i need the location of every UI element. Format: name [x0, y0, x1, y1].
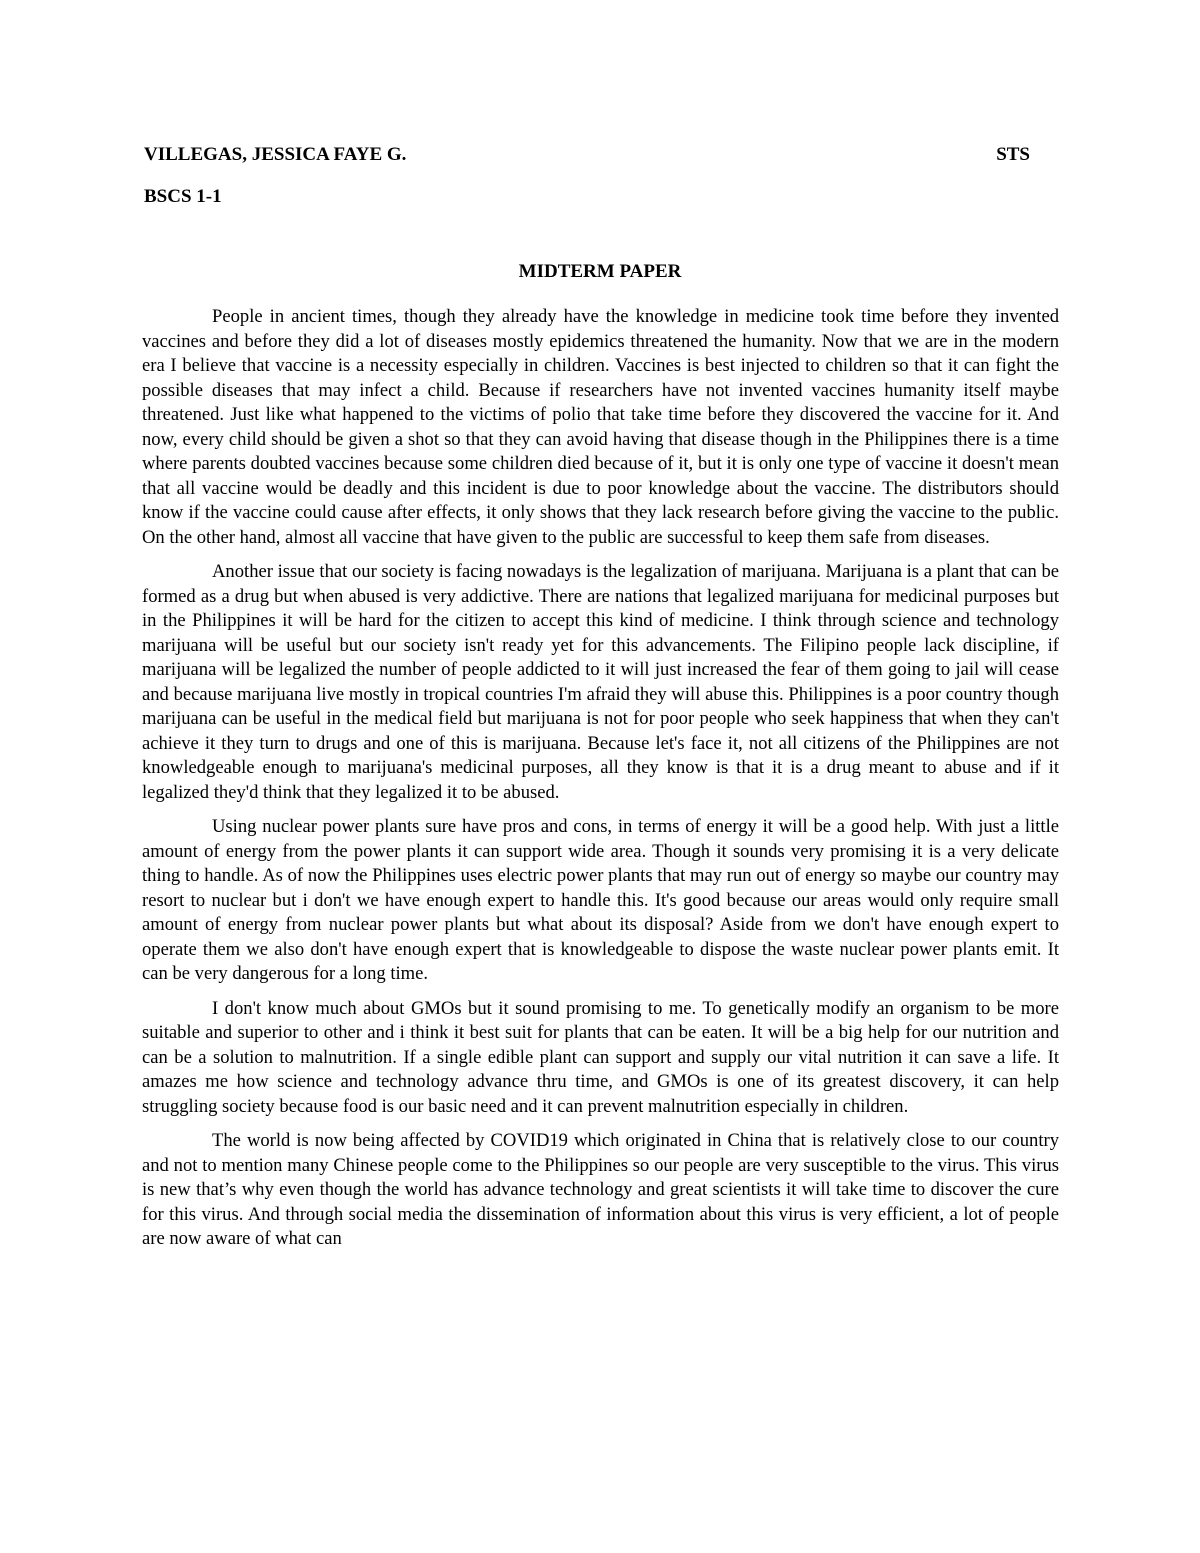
- student-section: BSCS 1-1: [144, 186, 222, 207]
- header-row: [144, 143, 1030, 167]
- paragraph-vaccines: People in ancient times, though they already have the knowledge in medicine took time before they invented vaccines and before they did a lot of diseases mostly epidemics threatened the humanity. Now that we are in the modern era I believe that vaccine is a necessity especially in children. Vaccines is best injected to children so that it can fight the possible diseases that may infect a child. Because if researchers have not invented vaccines humanity itself maybe threatened. Just like what happened to the victims of polio that take time before they discovered the vaccine for it. And now, every child should be given a shot so that they can avoid having that disease though in the Philippines there is a time where parents doubted vaccines because some children died because of it, but it is only one type of vaccine it doesn't mean that all vaccine would be deadly and this incident is due to poor knowledge about the vaccine. The distributors should know if the vaccine could cause after effects, it only shows that they lack research before giving the vaccine to the public. On the other hand, almost all vaccine that have given to the public are successful to keep them safe from diseases.: [142, 306, 1059, 548]
- section-row: [144, 185, 1030, 209]
- student-name: VILLEGAS, JESSICA FAYE G.: [144, 144, 407, 165]
- subject-label: STS: [996, 144, 1030, 165]
- paragraph-covid19: The world is now being affected by COVID19 which originated in China that is relatively close to our country and not to mention many Chinese people come to the Philippines so our people are very susceptible to the virus. This virus is new that’s why even though the world has advance technology and great scientists it will take time to discover the cure for this virus. And through social media the dissemination of information about this virus is very efficient, a lot of people are now aware of what can: [142, 1130, 1059, 1249]
- paper-body: [142, 305, 1059, 1262]
- paragraph-nuclear-power: Using nuclear power plants sure have pros and cons, in terms of energy it will be a good help. With just a little amount of energy from the power plants it can support wide area. Though it sounds very promising it is a very delicate thing to handle. As of now the Philippines uses electric power plants that may run out of energy so maybe our country may resort to nuclear but i don't we have enough expert to handle this. It's good because our areas would only require small amount of energy from nuclear power plants but what about its disposal? Aside from we don't have enough expert to operate them we also don't have enough expert that is knowledgeable to dispose the waste nuclear power plants emit. It can be very dangerous for a long time.: [142, 816, 1059, 984]
- paragraph-marijuana: Another issue that our society is facing nowadays is the legalization of marijuana. Marijuana is a plant that can be formed as a drug but when abused is very addictive. There are nations that legalized marijuana for medicinal purposes but in the Philippines it will be hard for the citizen to accept this kind of medicine. I think through science and technology marijuana will be useful but our society isn't ready yet for this advancements. The Filipino people lack discipline, if marijuana will be legalized the number of people addicted to it will just increased the fear of them going to jail will cease and because marijuana live mostly in tropical countries I'm afraid they will abuse this. Philippines is a poor country though marijuana can be useful in the medical field but marijuana is not for poor people who seek happiness that when they can't achieve it they turn to drugs and one of this is marijuana. Because let's face it, not all citizens of the Philippines are not knowledgeable enough to marijuana's medicinal purposes, all they know is that it is a drug meant to abuse and if it legalized they'd think that they legalized it to be abused.: [142, 561, 1059, 803]
- paragraph-gmos: I don't know much about GMOs but it sound promising to me. To genetically modify an organism to be more suitable and superior to other and i think it best suit for plants that can be eaten. It will be a big help for our nutrition and can be a solution to malnutrition. If a single edible plant can support and supply our vital nutrition it can save a life. It amazes me how science and technology advance thru time, and GMOs is one of its greatest discovery, it can help struggling society because food is our basic need and it can prevent malnutrition especially in children.: [142, 997, 1059, 1117]
- paper-title: MIDTERM PAPER: [518, 261, 682, 282]
